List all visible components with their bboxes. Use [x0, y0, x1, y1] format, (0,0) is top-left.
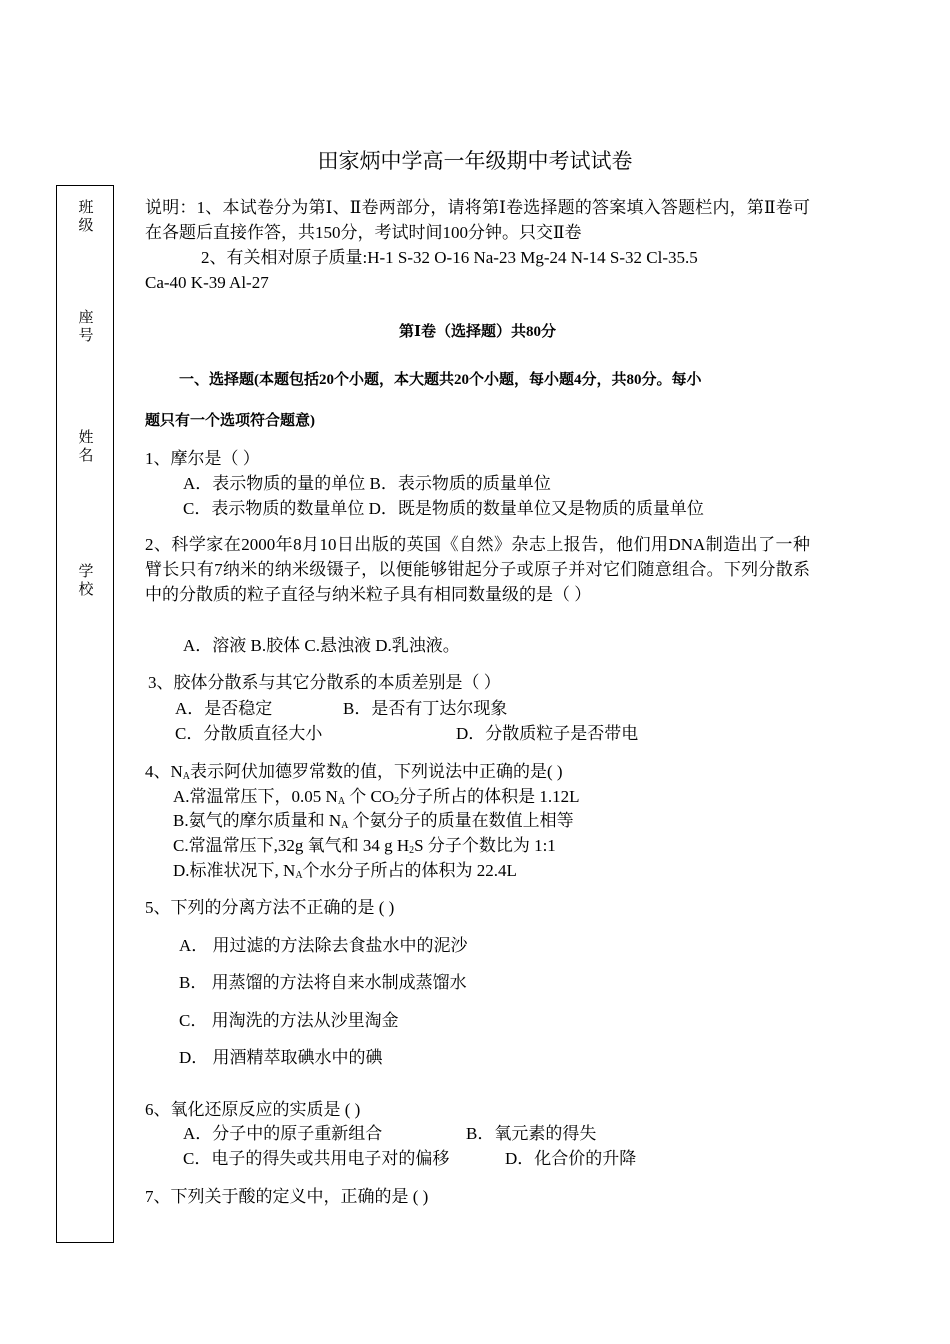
- question-6: 6、氧化还原反应的实质是 ( ): [145, 1100, 361, 1119]
- school-label: 学 校: [78, 562, 94, 598]
- class-label: 班 级: [78, 198, 94, 234]
- question-3-option-c: C．分散质直径大小: [175, 724, 323, 743]
- question-7: 7、下列关于酸的定义中，正确的是 ( ): [145, 1187, 429, 1206]
- question-4-option-d: D.标准状况下, $N_A$个水分子所占的体积为 22.4L: [173, 861, 517, 881]
- question-2-stem: 2、科学家在2000年8月10日出版的英国《自然》杂志上报告，他们用DNA制造出了一种臂长只有7纳米的纳米级镊子，以便能够钳起分子或原子并对它们随意组合。下列分散系中的分散质的粒子直径与纳米粒子具有相同数量级的是（ ）: [145, 535, 810, 604]
- section-1-heading: 第Ⅰ卷（选择题）共80分: [398, 324, 557, 340]
- question-1: 1、摩尔是（ ）: [145, 449, 260, 468]
- part-1-heading-cont: 题只有一个选项符合题意): [145, 413, 315, 429]
- question-5-option-c: C． 用淘洗的方法从沙里淘金: [179, 1011, 399, 1030]
- seat-label: 座 号: [78, 308, 94, 344]
- instructions-1: 说明：1、本试卷分为第Ⅰ、Ⅱ卷两部分，请将第Ⅰ卷选择题的答案填入答题栏内，第Ⅱ卷可在各题后直接作答，共150分，考试时间100分钟。只交Ⅱ卷: [145, 198, 810, 242]
- question-3: 3、胶体分散系与其它分散系的本质差别是（ ）: [148, 673, 501, 692]
- instructions-2-cont: Ca-40 K-39 Al-27: [145, 273, 269, 292]
- question-4-option-a: A.常温常压下，0.05 $N_A$ 个 $CO_2$分子所占的体积是 1.12L: [173, 787, 580, 807]
- question-5-option-b: B． 用蒸馏的方法将自来水制成蒸馏水: [179, 973, 467, 992]
- question-3-option-b: B．是否有丁达尔现象: [343, 699, 508, 718]
- question-6-option-a: A．分子中的原子重新组合: [183, 1124, 383, 1143]
- instructions: [145, 195, 810, 295]
- name-label: 姓 名: [78, 428, 94, 464]
- question-4: 4、$N_A$表示阿伏加德罗常数的值，下列说法中正确的是( ): [145, 762, 563, 782]
- question-2-options: A．溶液 B.胶体 C.悬浊液 D.乳浊液。: [183, 636, 460, 655]
- exam-title: 田家炳中学高一年级期中考试试卷: [317, 149, 633, 173]
- question-6-option-c: C．电子的得失或共用电子对的偏移: [183, 1149, 450, 1168]
- question-5-option-d: D． 用酒精萃取碘水中的碘: [179, 1048, 383, 1067]
- instructions-2: 2、有关相对原子质量:H-1 S-32 O-16 Na-23 Mg-24 N-14 S-32 Cl-35.5: [201, 248, 698, 267]
- question-5-option-a: A． 用过滤的方法除去食盐水中的泥沙: [179, 936, 468, 955]
- question-4-option-c: C.常温常压下,32g 氧气和 34 g $H_2S$ 分子个数比为 1:1: [173, 836, 556, 856]
- question-5: 5、下列的分离方法不正确的是 ( ): [145, 898, 395, 917]
- question-1-options-cd: C．表示物质的数量单位 D．既是物质的数量单位又是物质的质量单位: [183, 499, 704, 518]
- question-3-option-d: D．分散质粒子是否带电: [456, 724, 639, 743]
- question-4-option-b: B.氨气的摩尔质量和 $N_A$ 个氨分子的质量在数值上相等: [173, 811, 574, 831]
- student-info-box: [56, 185, 114, 1243]
- question-6-option-d: D．化合价的升降: [505, 1149, 637, 1168]
- question-2: [145, 532, 810, 607]
- question-1-options-ab: A．表示物质的量的单位 B．表示物质的质量单位: [183, 474, 551, 493]
- question-6-option-b: B．氧元素的得失: [466, 1124, 597, 1143]
- part-1-heading: 一、选择题(本题包括20个小题，本大题共20个小题，每小题4分，共80分。每小: [179, 372, 702, 388]
- question-3-option-a: A．是否稳定: [175, 699, 273, 718]
